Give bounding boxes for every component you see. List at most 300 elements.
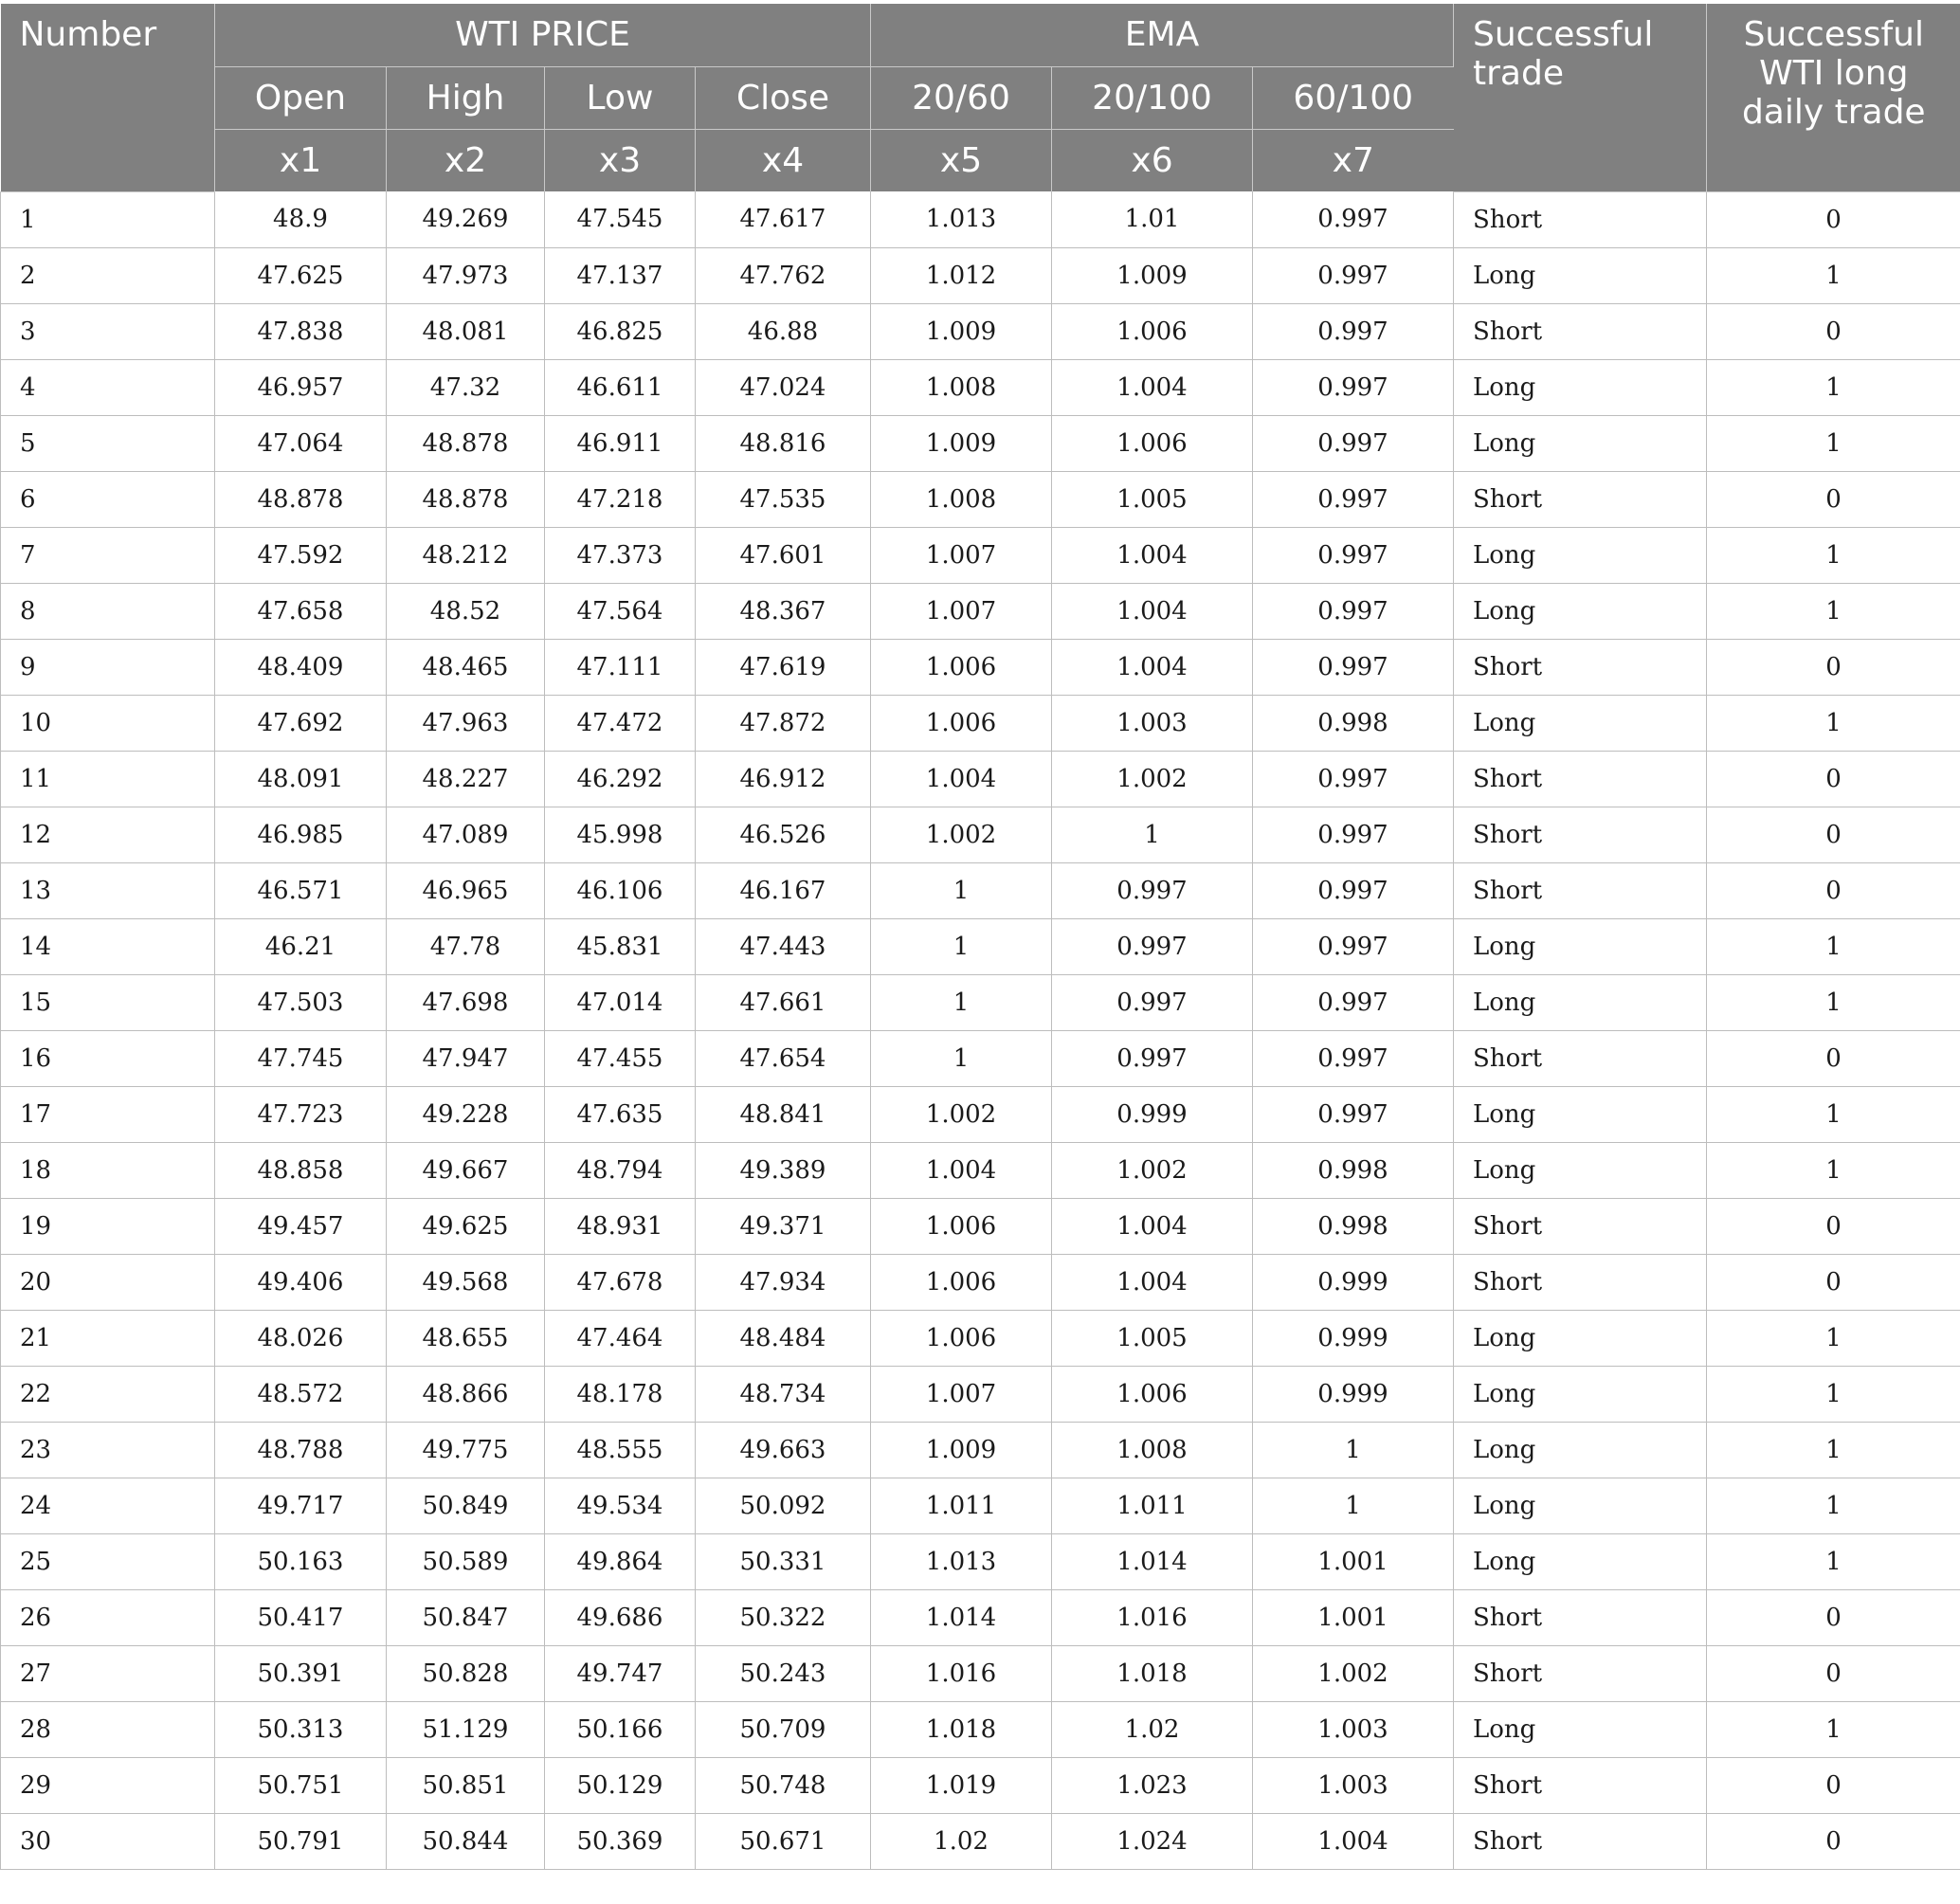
cell-high: 47.963	[387, 695, 545, 751]
cell-ema-20-60: 1.018	[871, 1701, 1052, 1757]
cell-successful-trade: Short	[1454, 1254, 1707, 1310]
cell-low: 48.794	[545, 1142, 696, 1198]
cell-low: 49.747	[545, 1645, 696, 1701]
cell-successful-wti-long: 0	[1707, 191, 1960, 247]
cell-ema-60-100: 1.001	[1253, 1533, 1454, 1589]
table-row	[1, 1310, 1960, 1366]
cell-low: 48.931	[545, 1198, 696, 1254]
cell-ema-60-100: 0.997	[1253, 862, 1454, 918]
table-body	[1, 191, 1960, 1869]
cell-ema-20-100: 1.016	[1052, 1589, 1253, 1645]
cell-open: 50.313	[215, 1701, 387, 1757]
cell-ema-20-60: 1.019	[871, 1757, 1052, 1813]
cell-successful-wti-long: 0	[1707, 1030, 1960, 1086]
cell-ema-60-100: 1.003	[1253, 1701, 1454, 1757]
cell-high: 49.625	[387, 1198, 545, 1254]
cell-number: 5	[1, 415, 215, 471]
cell-high: 49.228	[387, 1086, 545, 1142]
cell-high: 49.568	[387, 1254, 545, 1310]
cell-ema-20-100: 0.997	[1052, 918, 1253, 974]
cell-high: 48.081	[387, 303, 545, 359]
cell-number: 27	[1, 1645, 215, 1701]
cell-ema-20-60: 1	[871, 1030, 1052, 1086]
cell-ema-20-100: 1	[1052, 807, 1253, 862]
cell-low: 45.998	[545, 807, 696, 862]
cell-ema-20-100: 1.003	[1052, 695, 1253, 751]
cell-open: 46.985	[215, 807, 387, 862]
cell-high: 47.089	[387, 807, 545, 862]
header-x6: x6	[1052, 129, 1253, 191]
cell-close: 47.443	[696, 918, 871, 974]
cell-ema-20-60: 1.013	[871, 1533, 1052, 1589]
cell-close: 50.671	[696, 1813, 871, 1869]
cell-ema-60-100: 0.999	[1253, 1254, 1454, 1310]
cell-successful-trade: Short	[1454, 751, 1707, 807]
table-row	[1, 1366, 1960, 1422]
cell-successful-wti-long: 1	[1707, 918, 1960, 974]
cell-close: 47.619	[696, 639, 871, 695]
cell-successful-wti-long: 0	[1707, 807, 1960, 862]
cell-close: 46.526	[696, 807, 871, 862]
table-row	[1, 191, 1960, 247]
cell-low: 47.218	[545, 471, 696, 527]
table-row	[1, 1757, 1960, 1813]
header-number: Number	[1, 4, 215, 191]
cell-successful-wti-long: 0	[1707, 862, 1960, 918]
cell-open: 47.838	[215, 303, 387, 359]
cell-low: 50.166	[545, 1701, 696, 1757]
cell-low: 48.555	[545, 1422, 696, 1478]
cell-high: 47.78	[387, 918, 545, 974]
cell-low: 47.635	[545, 1086, 696, 1142]
cell-close: 49.371	[696, 1198, 871, 1254]
cell-high: 47.947	[387, 1030, 545, 1086]
cell-ema-20-100: 1.009	[1052, 247, 1253, 303]
cell-successful-trade: Short	[1454, 862, 1707, 918]
cell-successful-trade: Long	[1454, 1142, 1707, 1198]
cell-high: 48.878	[387, 471, 545, 527]
cell-ema-20-100: 0.997	[1052, 862, 1253, 918]
cell-ema-20-100: 1.023	[1052, 1757, 1253, 1813]
cell-close: 47.535	[696, 471, 871, 527]
cell-low: 47.111	[545, 639, 696, 695]
cell-close: 47.872	[696, 695, 871, 751]
cell-ema-20-60: 1.006	[871, 1198, 1052, 1254]
cell-number: 22	[1, 1366, 215, 1422]
cell-high: 46.965	[387, 862, 545, 918]
cell-high: 50.589	[387, 1533, 545, 1589]
cell-number: 24	[1, 1478, 215, 1533]
cell-successful-trade: Long	[1454, 359, 1707, 415]
cell-successful-trade: Long	[1454, 583, 1707, 639]
cell-open: 47.658	[215, 583, 387, 639]
cell-ema-20-100: 1.01	[1052, 191, 1253, 247]
table-row	[1, 1533, 1960, 1589]
cell-successful-wti-long: 1	[1707, 695, 1960, 751]
cell-successful-wti-long: 0	[1707, 1589, 1960, 1645]
cell-successful-wti-long: 0	[1707, 1254, 1960, 1310]
cell-number: 17	[1, 1086, 215, 1142]
cell-number: 30	[1, 1813, 215, 1869]
cell-successful-trade: Short	[1454, 303, 1707, 359]
cell-ema-60-100: 0.997	[1253, 527, 1454, 583]
cell-close: 47.601	[696, 527, 871, 583]
header-close: Close	[696, 66, 871, 129]
cell-ema-20-60: 1	[871, 974, 1052, 1030]
table-row	[1, 1813, 1960, 1869]
cell-open: 50.791	[215, 1813, 387, 1869]
cell-low: 48.178	[545, 1366, 696, 1422]
cell-high: 50.844	[387, 1813, 545, 1869]
table-row	[1, 303, 1960, 359]
cell-high: 49.775	[387, 1422, 545, 1478]
cell-close: 48.841	[696, 1086, 871, 1142]
cell-successful-trade: Long	[1454, 974, 1707, 1030]
table-row	[1, 527, 1960, 583]
cell-open: 48.9	[215, 191, 387, 247]
cell-ema-20-60: 1.009	[871, 415, 1052, 471]
cell-number: 23	[1, 1422, 215, 1478]
header-ema: EMA	[871, 4, 1454, 66]
cell-ema-20-60: 1.002	[871, 1086, 1052, 1142]
cell-successful-wti-long: 1	[1707, 247, 1960, 303]
header-open: Open	[215, 66, 387, 129]
cell-ema-20-100: 1.008	[1052, 1422, 1253, 1478]
cell-close: 47.762	[696, 247, 871, 303]
cell-open: 47.723	[215, 1086, 387, 1142]
cell-low: 49.864	[545, 1533, 696, 1589]
cell-ema-60-100: 0.997	[1253, 751, 1454, 807]
cell-ema-60-100: 0.997	[1253, 807, 1454, 862]
cell-open: 50.417	[215, 1589, 387, 1645]
header-x2: x2	[387, 129, 545, 191]
header-wti-price: WTI PRICE	[215, 4, 871, 66]
cell-ema-60-100: 0.997	[1253, 974, 1454, 1030]
cell-ema-60-100: 0.998	[1253, 695, 1454, 751]
cell-low: 46.611	[545, 359, 696, 415]
cell-successful-wti-long: 1	[1707, 1142, 1960, 1198]
cell-ema-20-60: 1.006	[871, 639, 1052, 695]
cell-number: 4	[1, 359, 215, 415]
cell-successful-wti-long: 1	[1707, 1478, 1960, 1533]
cell-high: 48.52	[387, 583, 545, 639]
cell-high: 50.847	[387, 1589, 545, 1645]
cell-high: 48.465	[387, 639, 545, 695]
cell-ema-20-100: 1.004	[1052, 639, 1253, 695]
cell-ema-20-100: 1.004	[1052, 527, 1253, 583]
cell-ema-20-100: 1.005	[1052, 1310, 1253, 1366]
cell-ema-20-60: 1.008	[871, 471, 1052, 527]
table-row	[1, 918, 1960, 974]
cell-high: 47.698	[387, 974, 545, 1030]
cell-low: 47.373	[545, 527, 696, 583]
data-table-container	[0, 4, 1960, 1870]
cell-close: 48.734	[696, 1366, 871, 1422]
table-row	[1, 1589, 1960, 1645]
cell-low: 47.678	[545, 1254, 696, 1310]
cell-ema-20-100: 0.997	[1052, 1030, 1253, 1086]
cell-successful-trade: Short	[1454, 1589, 1707, 1645]
cell-close: 48.367	[696, 583, 871, 639]
cell-successful-trade: Long	[1454, 1366, 1707, 1422]
cell-ema-60-100: 0.997	[1253, 918, 1454, 974]
cell-ema-60-100: 0.997	[1253, 415, 1454, 471]
cell-number: 10	[1, 695, 215, 751]
cell-successful-wti-long: 0	[1707, 751, 1960, 807]
table-row	[1, 1422, 1960, 1478]
header-ema-20-100: 20/100	[1052, 66, 1253, 129]
cell-close: 50.709	[696, 1701, 871, 1757]
cell-open: 47.503	[215, 974, 387, 1030]
cell-ema-20-100: 1.004	[1052, 1254, 1253, 1310]
cell-low: 47.472	[545, 695, 696, 751]
cell-successful-wti-long: 1	[1707, 1422, 1960, 1478]
cell-ema-20-60: 1.004	[871, 751, 1052, 807]
table-row	[1, 415, 1960, 471]
cell-successful-trade: Long	[1454, 1533, 1707, 1589]
cell-low: 46.292	[545, 751, 696, 807]
cell-successful-wti-long: 1	[1707, 1701, 1960, 1757]
cell-open: 49.717	[215, 1478, 387, 1533]
header-x5: x5	[871, 129, 1052, 191]
cell-ema-60-100: 1.004	[1253, 1813, 1454, 1869]
cell-close: 47.024	[696, 359, 871, 415]
cell-high: 48.878	[387, 415, 545, 471]
cell-number: 25	[1, 1533, 215, 1589]
cell-high: 50.851	[387, 1757, 545, 1813]
cell-close: 49.389	[696, 1142, 871, 1198]
cell-successful-wti-long: 0	[1707, 1757, 1960, 1813]
cell-number: 18	[1, 1142, 215, 1198]
table-row	[1, 862, 1960, 918]
cell-number: 11	[1, 751, 215, 807]
table-row	[1, 807, 1960, 862]
header-successful-trade: Successful trade	[1454, 4, 1707, 191]
cell-ema-20-60: 1.008	[871, 359, 1052, 415]
cell-successful-trade: Short	[1454, 1757, 1707, 1813]
cell-close: 47.654	[696, 1030, 871, 1086]
cell-ema-20-100: 1.004	[1052, 1198, 1253, 1254]
cell-successful-trade: Long	[1454, 415, 1707, 471]
cell-ema-20-60: 1.007	[871, 583, 1052, 639]
cell-high: 48.866	[387, 1366, 545, 1422]
cell-successful-trade: Long	[1454, 1086, 1707, 1142]
cell-ema-20-60: 1.009	[871, 1422, 1052, 1478]
table-row	[1, 1254, 1960, 1310]
cell-close: 46.167	[696, 862, 871, 918]
cell-number: 21	[1, 1310, 215, 1366]
cell-open: 48.409	[215, 639, 387, 695]
cell-close: 49.663	[696, 1422, 871, 1478]
cell-ema-20-100: 1.014	[1052, 1533, 1253, 1589]
cell-ema-60-100: 0.997	[1253, 247, 1454, 303]
cell-open: 50.751	[215, 1757, 387, 1813]
cell-open: 49.406	[215, 1254, 387, 1310]
cell-ema-60-100: 0.999	[1253, 1310, 1454, 1366]
table-row	[1, 471, 1960, 527]
cell-ema-60-100: 0.997	[1253, 303, 1454, 359]
cell-close: 46.912	[696, 751, 871, 807]
cell-ema-60-100: 0.997	[1253, 583, 1454, 639]
table-row	[1, 1030, 1960, 1086]
cell-high: 50.828	[387, 1645, 545, 1701]
cell-close: 50.092	[696, 1478, 871, 1533]
table-row	[1, 1086, 1960, 1142]
cell-open: 47.625	[215, 247, 387, 303]
cell-close: 50.322	[696, 1589, 871, 1645]
cell-open: 48.878	[215, 471, 387, 527]
cell-ema-20-60: 1.006	[871, 695, 1052, 751]
cell-close: 47.617	[696, 191, 871, 247]
cell-ema-20-100: 1.006	[1052, 1366, 1253, 1422]
header-ema-20-60: 20/60	[871, 66, 1052, 129]
cell-high: 50.849	[387, 1478, 545, 1533]
header-high: High	[387, 66, 545, 129]
cell-ema-20-100: 1.004	[1052, 359, 1253, 415]
cell-ema-20-100: 1.024	[1052, 1813, 1253, 1869]
cell-ema-20-60: 1.006	[871, 1254, 1052, 1310]
cell-number: 26	[1, 1589, 215, 1645]
cell-number: 15	[1, 974, 215, 1030]
cell-successful-wti-long: 0	[1707, 471, 1960, 527]
cell-successful-wti-long: 1	[1707, 974, 1960, 1030]
cell-successful-trade: Short	[1454, 1030, 1707, 1086]
cell-successful-trade: Short	[1454, 471, 1707, 527]
cell-successful-wti-long: 1	[1707, 359, 1960, 415]
cell-open: 48.026	[215, 1310, 387, 1366]
cell-open: 48.572	[215, 1366, 387, 1422]
table-row	[1, 974, 1960, 1030]
cell-successful-wti-long: 1	[1707, 1366, 1960, 1422]
cell-high: 47.973	[387, 247, 545, 303]
cell-ema-20-60: 1	[871, 918, 1052, 974]
cell-number: 14	[1, 918, 215, 974]
cell-open: 47.745	[215, 1030, 387, 1086]
cell-open: 46.957	[215, 359, 387, 415]
table-row	[1, 583, 1960, 639]
cell-low: 47.137	[545, 247, 696, 303]
header-x1: x1	[215, 129, 387, 191]
cell-ema-60-100: 1.001	[1253, 1589, 1454, 1645]
cell-successful-wti-long: 0	[1707, 639, 1960, 695]
cell-low: 46.106	[545, 862, 696, 918]
cell-ema-60-100: 0.999	[1253, 1366, 1454, 1422]
cell-low: 50.369	[545, 1813, 696, 1869]
cell-ema-60-100: 0.997	[1253, 1086, 1454, 1142]
cell-low: 49.686	[545, 1589, 696, 1645]
cell-number: 9	[1, 639, 215, 695]
cell-ema-20-60: 1.009	[871, 303, 1052, 359]
cell-successful-trade: Long	[1454, 527, 1707, 583]
cell-close: 48.484	[696, 1310, 871, 1366]
cell-ema-20-100: 1.011	[1052, 1478, 1253, 1533]
cell-low: 47.545	[545, 191, 696, 247]
cell-ema-60-100: 0.997	[1253, 471, 1454, 527]
cell-successful-trade: Short	[1454, 1198, 1707, 1254]
cell-low: 46.825	[545, 303, 696, 359]
cell-open: 50.391	[215, 1645, 387, 1701]
cell-high: 47.32	[387, 359, 545, 415]
cell-ema-20-100: 1.018	[1052, 1645, 1253, 1701]
cell-successful-wti-long: 1	[1707, 415, 1960, 471]
cell-ema-20-60: 1.006	[871, 1310, 1052, 1366]
cell-number: 2	[1, 247, 215, 303]
cell-successful-trade: Long	[1454, 1310, 1707, 1366]
header-x4: x4	[696, 129, 871, 191]
cell-ema-60-100: 1	[1253, 1422, 1454, 1478]
cell-successful-wti-long: 0	[1707, 1645, 1960, 1701]
cell-low: 46.911	[545, 415, 696, 471]
header-x3: x3	[545, 129, 696, 191]
cell-successful-wti-long: 1	[1707, 1310, 1960, 1366]
table-row	[1, 247, 1960, 303]
table-row	[1, 639, 1960, 695]
table-header	[1, 4, 1960, 191]
cell-number: 28	[1, 1701, 215, 1757]
cell-number: 13	[1, 862, 215, 918]
cell-number: 1	[1, 191, 215, 247]
cell-number: 7	[1, 527, 215, 583]
cell-close: 46.88	[696, 303, 871, 359]
table-row	[1, 695, 1960, 751]
cell-number: 19	[1, 1198, 215, 1254]
header-low: Low	[545, 66, 696, 129]
cell-open: 48.091	[215, 751, 387, 807]
cell-successful-wti-long: 1	[1707, 583, 1960, 639]
cell-ema-20-100: 0.997	[1052, 974, 1253, 1030]
cell-open: 50.163	[215, 1533, 387, 1589]
cell-open: 47.592	[215, 527, 387, 583]
wti-trade-table	[0, 4, 1960, 1870]
cell-ema-20-100: 1.02	[1052, 1701, 1253, 1757]
header-x7: x7	[1253, 129, 1454, 191]
cell-high: 48.227	[387, 751, 545, 807]
cell-successful-trade: Long	[1454, 247, 1707, 303]
cell-open: 48.788	[215, 1422, 387, 1478]
cell-ema-20-60: 1.007	[871, 527, 1052, 583]
table-row	[1, 1645, 1960, 1701]
cell-successful-wti-long: 0	[1707, 1813, 1960, 1869]
cell-number: 20	[1, 1254, 215, 1310]
cell-successful-trade: Short	[1454, 1645, 1707, 1701]
cell-ema-60-100: 0.997	[1253, 639, 1454, 695]
cell-number: 8	[1, 583, 215, 639]
cell-successful-trade: Long	[1454, 695, 1707, 751]
cell-successful-trade: Long	[1454, 1478, 1707, 1533]
cell-ema-60-100: 0.998	[1253, 1142, 1454, 1198]
cell-number: 12	[1, 807, 215, 862]
cell-successful-trade: Short	[1454, 191, 1707, 247]
cell-ema-20-100: 0.999	[1052, 1086, 1253, 1142]
cell-successful-wti-long: 0	[1707, 1198, 1960, 1254]
cell-ema-20-100: 1.004	[1052, 583, 1253, 639]
cell-ema-60-100: 0.997	[1253, 191, 1454, 247]
cell-high: 49.269	[387, 191, 545, 247]
cell-ema-60-100: 1.002	[1253, 1645, 1454, 1701]
cell-low: 47.464	[545, 1310, 696, 1366]
cell-ema-60-100: 1.003	[1253, 1757, 1454, 1813]
cell-ema-20-100: 1.002	[1052, 751, 1253, 807]
cell-successful-wti-long: 1	[1707, 1533, 1960, 1589]
cell-close: 50.243	[696, 1645, 871, 1701]
cell-close: 48.816	[696, 415, 871, 471]
cell-successful-trade: Short	[1454, 807, 1707, 862]
cell-number: 29	[1, 1757, 215, 1813]
cell-ema-20-60: 1.012	[871, 247, 1052, 303]
cell-low: 45.831	[545, 918, 696, 974]
cell-ema-20-100: 1.006	[1052, 415, 1253, 471]
table-row	[1, 1198, 1960, 1254]
